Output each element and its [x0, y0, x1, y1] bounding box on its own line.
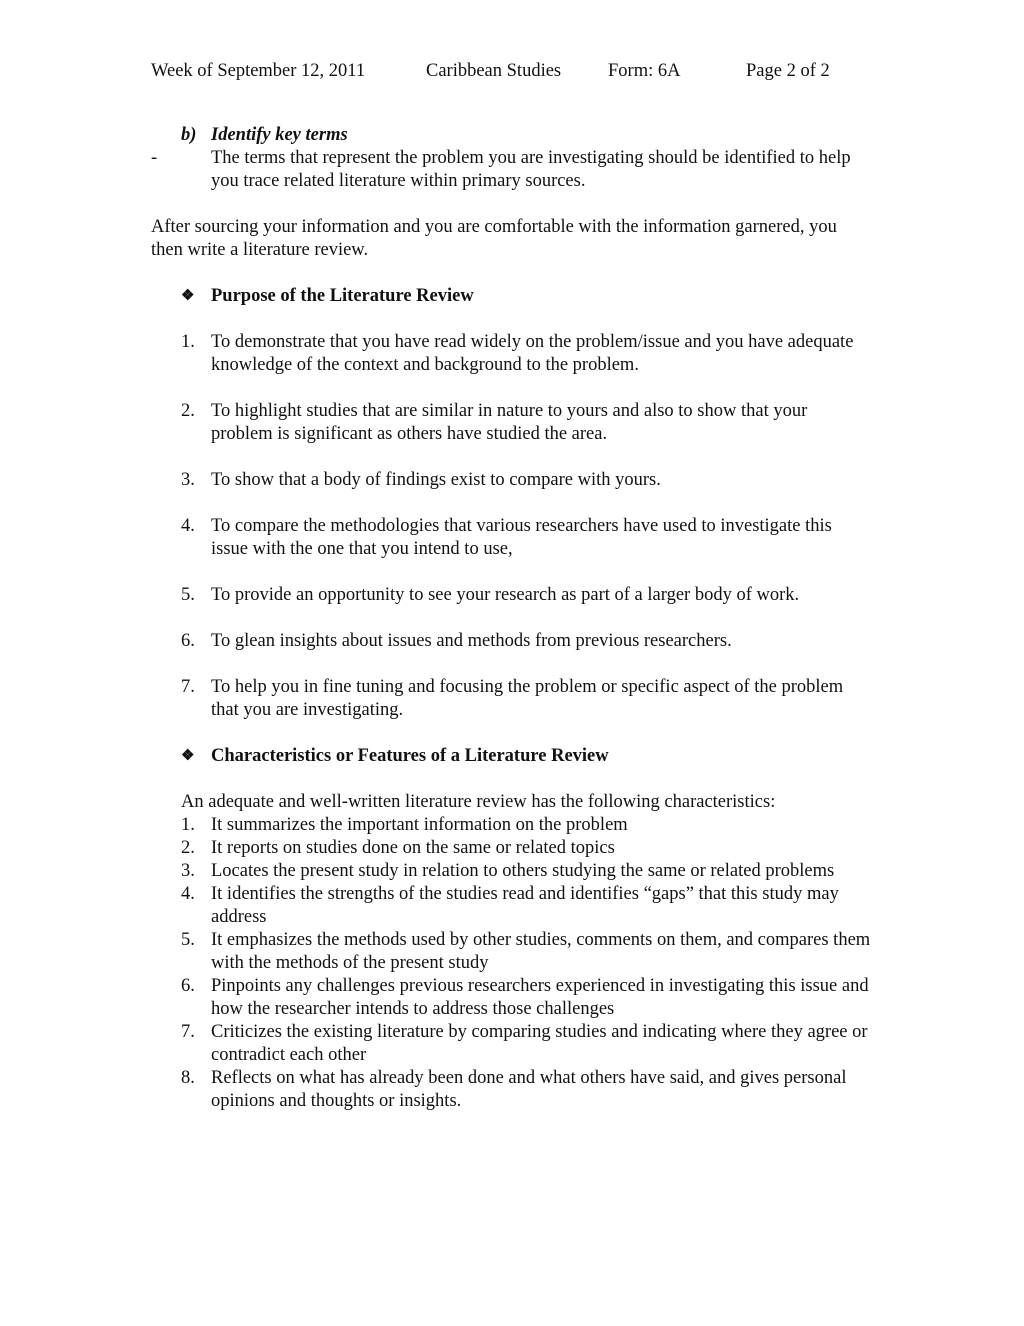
list-item [151, 975, 871, 1021]
list-item-number: 6. [181, 631, 195, 651]
list-item-text: It identifies the strengths of the studies read and identifies “gaps” that this study may address [211, 884, 839, 927]
dash-marker: - [151, 148, 158, 168]
purpose-heading-text: Purpose of the Literature Review [211, 286, 474, 306]
characteristics-heading [151, 745, 871, 768]
section-b-heading [151, 124, 871, 147]
page-header [151, 60, 871, 86]
section-b-marker: b) [181, 125, 197, 145]
characteristics-list [151, 814, 871, 1113]
list-item [151, 469, 871, 492]
list-item-text: Locates the present study in relation to others studying the same or related problems [211, 861, 835, 881]
list-item-number: 7. [181, 677, 195, 697]
list-item-number: 6. [181, 976, 195, 996]
list-item [151, 837, 871, 860]
list-item-number: 1. [181, 815, 195, 835]
list-item-number: 4. [181, 516, 195, 536]
list-item-text: Reflects on what has already been done and what others have said, and gives personal opinions and thoughts or insights. [211, 1068, 847, 1111]
document-page [151, 60, 871, 1113]
list-item [151, 400, 871, 446]
list-item [151, 883, 871, 929]
list-item-number: 2. [181, 838, 195, 858]
diamond-bullet-icon: ❖ [181, 748, 195, 764]
list-item [151, 929, 871, 975]
list-item-text: To provide an opportunity to see your research as part of a larger body of work. [211, 585, 800, 605]
section-b-title: Identify key terms [211, 125, 348, 145]
list-item-number: 5. [181, 585, 195, 605]
purpose-heading [151, 285, 871, 308]
list-item-text: It summarizes the important information on the problem [211, 815, 628, 835]
list-item-number: 3. [181, 470, 195, 490]
list-item-number: 3. [181, 861, 195, 881]
list-item-number: 5. [181, 930, 195, 950]
header-subject: Caribbean Studies [426, 61, 562, 81]
list-item-text: To glean insights about issues and methods from previous researchers. [211, 631, 732, 651]
list-item [151, 814, 871, 837]
header-page-number: Page 2 of 2 [746, 61, 830, 81]
list-item-text: It reports on studies done on the same or related topics [211, 838, 615, 858]
list-item-text: To help you in fine tuning and focusing the problem or specific aspect of the problem that you are investigating. [211, 677, 844, 720]
list-item-number: 8. [181, 1068, 195, 1088]
list-item [151, 860, 871, 883]
purpose-list [151, 331, 871, 722]
diamond-bullet-icon: ❖ [181, 288, 195, 304]
list-item [151, 331, 871, 377]
section-b-text: The terms that represent the problem you are investigating should be identified to help you trace related literature within primary sources. [211, 148, 851, 191]
list-item-text: It emphasizes the methods used by other studies, comments on them, and compares them with the methods of the present study [211, 930, 871, 973]
list-item-text: To show that a body of findings exist to compare with yours. [211, 470, 661, 490]
list-item [151, 515, 871, 561]
list-item-text: To demonstrate that you have read widely on the problem/issue and you have adequate knowledge of the context and background to the problem. [211, 332, 854, 375]
list-item-text: To highlight studies that are similar in nature to yours and also to show that your problem is significant as others have studied the area. [211, 401, 808, 444]
list-item-text: To compare the methodologies that various researchers have used to investigate this issue with the one that you intend to use, [211, 516, 832, 559]
list-item-text: Pinpoints any challenges previous researchers experienced in investigating this issue and how the researcher intends to address those challenges [211, 976, 869, 1019]
list-item [151, 676, 871, 722]
list-item-number: 2. [181, 401, 195, 421]
list-item [151, 1067, 871, 1113]
section-b-point [151, 147, 871, 193]
list-item-text: Criticizes the existing literature by comparing studies and indicating where they agree or contradict each other [211, 1022, 868, 1065]
section-b [151, 124, 871, 193]
list-item [151, 1021, 871, 1067]
header-form: Form: 6A [608, 61, 681, 81]
characteristics-heading-text: Characteristics or Features of a Literature Review [211, 746, 609, 766]
list-item [151, 584, 871, 607]
list-item-number: 1. [181, 332, 195, 352]
list-item [151, 630, 871, 653]
intro-paragraph: After sourcing your information and you are comfortable with the information garnered, you then write a literature review. [151, 217, 837, 260]
header-week: Week of September 12, 2011 [151, 61, 366, 81]
characteristics-intro: An adequate and well-written literature review has the following characteristics: [181, 792, 776, 812]
list-item-number: 7. [181, 1022, 195, 1042]
list-item-number: 4. [181, 884, 195, 904]
